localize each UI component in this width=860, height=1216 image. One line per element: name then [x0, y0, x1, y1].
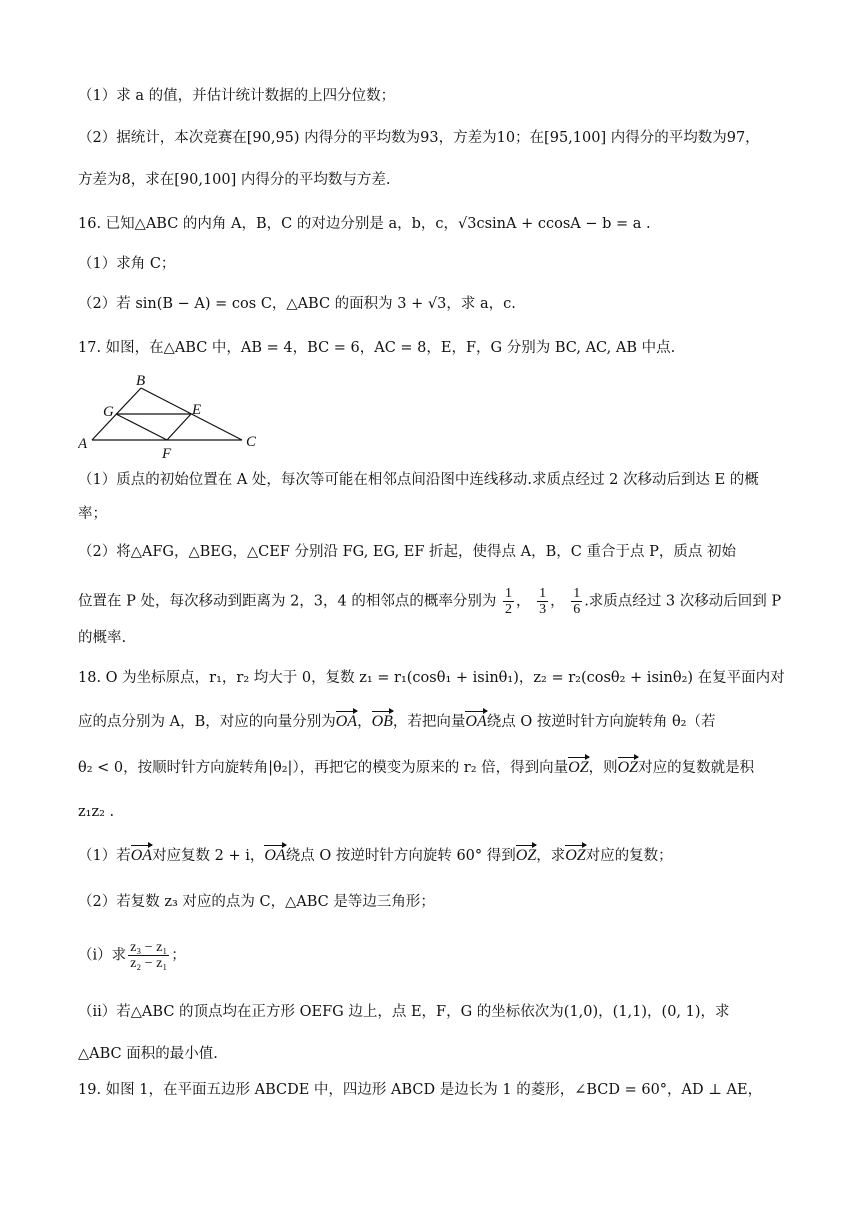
label-a: A — [78, 436, 88, 452]
q15-part2-cont: 方差为8，求在[90,100] 内得分的平均数与方差. — [78, 172, 391, 188]
label-c: C — [246, 434, 257, 450]
q18-stem-2: 应的点分别为 A，B，对应的向量分别为OA，OB，若把向量OA绕点 O 按逆时针方向旋转角 θ₂（若 — [78, 713, 716, 730]
q15-part2: （2）据统计，本次竞赛在[90,95) 内得分的平均数为93，方差为10；在[95,100] 内得分的平均数为97， — [78, 130, 760, 146]
label-b: B — [136, 373, 146, 389]
q15-part1: （1）求 a 的值，并估计统计数据的上四分位数； — [78, 88, 396, 104]
fraction-z-ratio: $\frac{\text{z₃ − z₁}}{\text{z₂ − z₁}}$ — [130, 940, 168, 971]
q18-text-a: 应的点分别为 A，B，对应的向量分别为 — [78, 714, 336, 730]
q17-text-a: 位置在 P 处，每次移动到距离为 2，3，4 的相邻点的概率分别为 — [78, 593, 497, 610]
q18-text-b: ，若把向量 — [392, 714, 466, 730]
q18-stem-4: z₁z₂ . — [78, 804, 115, 820]
vector-oa-4: OA — [264, 847, 286, 864]
q16-stem: 16. 已知△ABC 的内角 A，B，C 的对边分别是 a，b，c，√3csinA + ccosA − b = a . — [78, 216, 651, 232]
q18-part2: （2）若复数 z₃ 对应的点为 C，△ABC 是等边三角形； — [78, 894, 435, 910]
q17-part2-cont: 位置在 P 处，每次移动到距离为 2，3，4 的相邻点的概率分别为 $\frac{1}{2}$ ， $\frac{1}{3}$ ， $\frac{1}{6}$ .求质点经过 3 次移动后回到 P — [78, 586, 782, 617]
vector-oz-2: OZ — [617, 759, 639, 776]
q18-p1-b: 对应复数 2 + i， — [152, 848, 265, 864]
segment-ef — [167, 414, 191, 440]
q18-p2i-a: （ⅰ）求 — [78, 947, 127, 964]
q18-text-f: 对应的复数就是积 — [638, 760, 755, 776]
vector-ob: OB — [371, 713, 393, 730]
vector-oz-3: OZ — [515, 847, 537, 864]
q18-text-e: ，则 — [588, 760, 618, 776]
vector-oa-3: OA — [130, 847, 153, 864]
q17-text-b: .求质点经过 3 次移动后回到 P — [584, 593, 782, 610]
q16-part2: （2）若 sin(B − A) = cos C，△ABC 的面积为 3 + √3，求 a，c. — [78, 296, 516, 312]
q17-end: 的概率. — [78, 630, 127, 646]
vector-oa: OA — [335, 713, 358, 730]
q17-part2: （2）将△AFG，△BEG，△CEF 分别沿 FG, EG, EF 折起，使得点 A，B，C 重合于点 P，质点 初始 — [78, 544, 736, 560]
fraction-half: $\frac{1}{2}$ — [504, 586, 512, 617]
q18-part1 — [78, 846, 790, 866]
q17-part1: （1）质点的初始位置在 A 处，每次等可能在相邻点间沿图中连线移动.求质点经过 2 次移动后到达 E 的概 — [78, 472, 759, 488]
vector-oz: OZ — [568, 759, 589, 776]
q18-p2i-b: ； — [171, 947, 186, 964]
q18-p1-e: 对应的复数； — [585, 848, 673, 864]
fraction-sixth: $\frac{1}{6}$ — [573, 586, 581, 617]
q18-part2-ii: （ⅱ）若△ABC 的顶点均在正方形 OEFG 边上，点 E，F，G 的坐标依次为(1,0)，(1,1)，(0, 1)，求 — [78, 1004, 730, 1020]
q18-part2-ii-cont: △ABC 面积的最小值. — [78, 1046, 218, 1062]
q18-stem-3 — [78, 758, 790, 778]
q19-stem: 19. 如图 1，在平面五边形 ABCDE 中，四边形 ABCD 是边长为 1 的菱形，∠BCD = 60°，AD ⊥ AE， — [78, 1082, 763, 1098]
q18-part2-i — [78, 940, 790, 971]
label-g: G — [103, 404, 114, 420]
q18-p1-a: （1）若 — [78, 848, 131, 864]
q16-part1: （1）求角 C； — [78, 256, 176, 272]
fraction-third: $\frac{1}{3}$ — [539, 586, 547, 617]
segment-gf — [116, 414, 167, 440]
label-f: F — [162, 446, 172, 460]
q17-stem: 17. 如图，在△ABC 中，AB = 4，BC = 6，AC = 8，E，F，G 分别为 BC, AC, AB 中点. — [78, 340, 676, 356]
label-e: E — [192, 402, 202, 418]
triangle-figure — [78, 372, 268, 460]
q18-text-c: 绕点 O 按逆时针方向旋转角 θ₂（若 — [486, 714, 716, 730]
q18-text-d: θ₂ < 0，按顺时针方向旋转角|θ₂|），再把它的模变为原来的 r₂ 倍，得到向量 — [78, 760, 569, 776]
vector-oz-4: OZ — [565, 847, 586, 864]
q17-part1-cont: 率； — [78, 506, 107, 522]
q18-stem-1: 18. O 为坐标原点，r₁，r₂ 均大于 0，复数 z₁ = r₁(cosθ₁ + isinθ₁)，z₂ = r₂(cosθ₂ + isinθ₂) 在复平面内对 — [78, 670, 785, 686]
vector-oa-2: OA — [465, 713, 487, 730]
q18-p1-d: ，求 — [536, 848, 566, 864]
q18-p1-c: 绕点 O 按逆时针方向旋转 60° 得到 — [285, 848, 516, 864]
